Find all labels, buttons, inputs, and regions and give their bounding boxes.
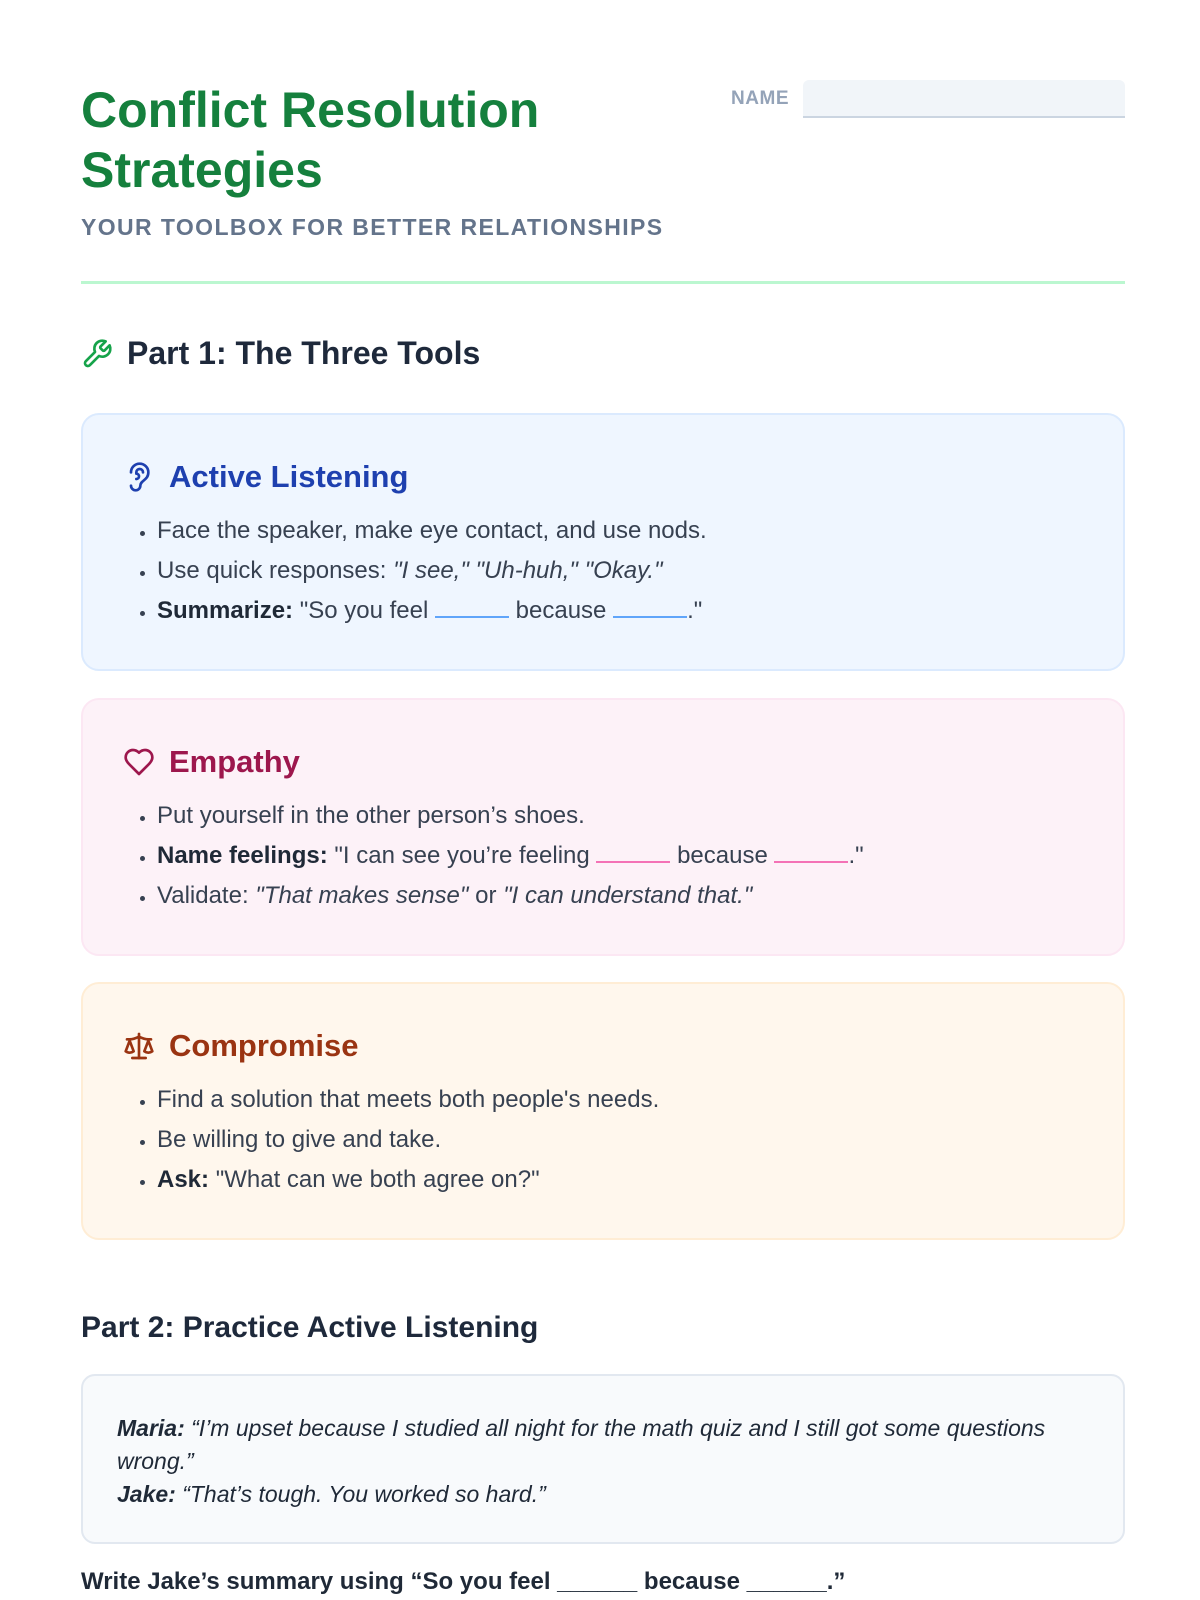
page-subtitle: YOUR TOOLBOX FOR BETTER RELATIONSHIPS — [81, 214, 664, 240]
name-group — [731, 80, 1125, 118]
maria-line: Maria: “I’m upset because I studied all night for the math quiz and I still got some questions wrong.” — [117, 1415, 1046, 1474]
fill-blank[interactable] — [613, 596, 687, 618]
compromise-title-text: Compromise — [169, 1028, 359, 1063]
exercise-prompt: Write Jake’s summary using “So you feel ______ because ______.” — [81, 1568, 846, 1595]
active-listening-title — [123, 459, 1083, 495]
heart-icon — [123, 746, 155, 778]
empathy-list — [123, 796, 1083, 916]
list-item: • Use quick responses: "I see," "Uh-huh," "Okay." — [157, 551, 1083, 591]
part1-heading — [81, 335, 480, 372]
compromise-list — [123, 1080, 1083, 1200]
worksheet-header — [81, 80, 1125, 241]
fill-blank[interactable] — [435, 596, 509, 618]
compromise-title — [123, 1028, 1083, 1064]
header-divider — [81, 281, 1125, 284]
empathy-title-text: Empathy — [169, 744, 300, 779]
list-item: • Validate: "That makes sense" or "I can understand that." — [157, 876, 1083, 916]
empathy-title — [123, 744, 1083, 780]
list-item: • Face the speaker, make eye contact, and use nods. — [157, 511, 1083, 551]
active-listening-list — [123, 511, 1083, 631]
compromise-card — [81, 982, 1125, 1240]
page-title: Conflict Resolution Strategies — [81, 82, 540, 198]
active-listening-card — [81, 413, 1125, 671]
part1-heading-text: Part 1: The Three Tools — [127, 335, 481, 371]
wrench-icon — [81, 338, 113, 370]
jake-line: Jake: “That’s tough. You worked so hard.” — [117, 1481, 546, 1507]
speaker-name: Jake: — [117, 1481, 176, 1507]
empathy-card — [81, 698, 1125, 956]
list-item: • Name feelings: "I can see you’re feeling because ." — [157, 836, 1083, 876]
list-item: • Summarize: "So you feel because ." — [157, 591, 1083, 631]
part2-heading: Part 2: Practice Active Listening — [81, 1311, 539, 1344]
dialogue-box — [81, 1374, 1125, 1544]
fill-blank[interactable] — [596, 841, 670, 863]
fill-blank[interactable] — [774, 841, 848, 863]
list-item: • Be willing to give and take. — [157, 1120, 1083, 1160]
ear-icon — [123, 461, 155, 493]
list-item: • Find a solution that meets both people's needs. — [157, 1080, 1083, 1120]
name-label: NAME — [731, 88, 789, 109]
list-item: • Ask: "What can we both agree on?" — [157, 1160, 1083, 1200]
scale-icon — [123, 1030, 155, 1062]
name-input[interactable] — [803, 80, 1125, 118]
active-listening-title-text: Active Listening — [169, 459, 409, 494]
speaker-name: Maria: — [117, 1415, 185, 1441]
list-item: • Put yourself in the other person’s shoes. — [157, 796, 1083, 836]
